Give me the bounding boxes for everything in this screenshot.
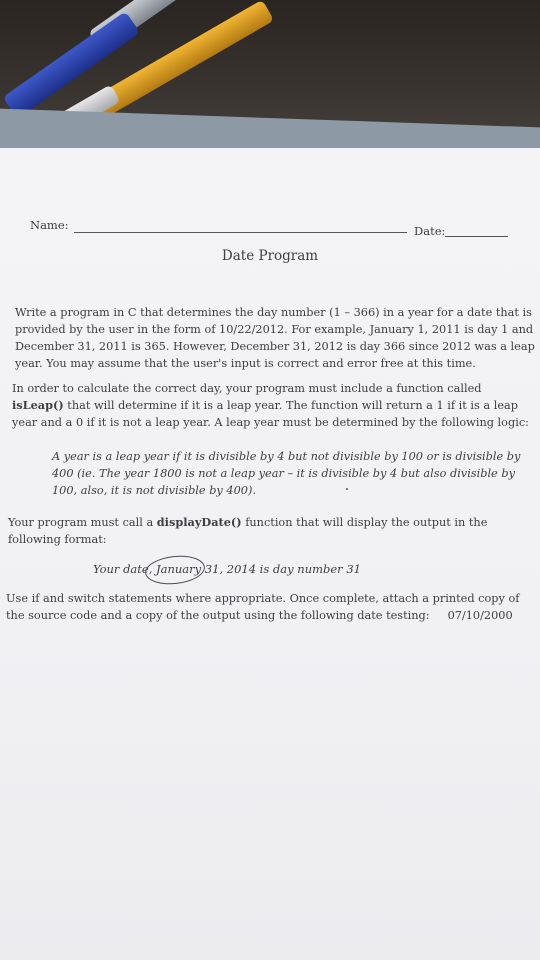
displaydate-function-name: displayDate() xyxy=(156,515,242,529)
paragraph-displaydate xyxy=(8,514,528,548)
name-line xyxy=(74,232,407,233)
displaydate-text-before: Your program must call a xyxy=(8,516,157,529)
isleap-function-name: isLeap() xyxy=(12,398,64,412)
document-title: Date Program xyxy=(221,248,319,264)
isleap-text-before: In order to calculate the correct day, your program must include a function called xyxy=(12,382,482,395)
pen-mark xyxy=(346,488,348,490)
date-label: Date: xyxy=(414,224,446,238)
submission-text: Use if and switch statements where appropriate. Once complete, attach a printed copy of the source code and a copy of the output using the following date testing: xyxy=(6,592,520,622)
test-date: 07/10/2000 xyxy=(447,609,513,622)
assignment-paper xyxy=(0,148,540,960)
leap-year-logic: A year is a leap year if it is divisible by 4 but not divisible by 100 or is divisible by 400 (ie. The year 1800 is not a leap year – it is divisible by 4 but also divisible by 100, also, it is not divisible by 400). xyxy=(52,450,521,497)
isleap-text-after: that will determine if it is a leap year. The function will return a 1 if it is a leap year and a 0 if it is not a leap year. A leap year must be determined by the following logic: xyxy=(12,399,529,429)
paragraph-intro: Write a program in C that determines the day number (1 – 366) in a year for a date that is provided by the user in the form of 10/22/2012. For example, January 1, 2011 is day 1 and December 31, 2011 is 365. However, December 31, 2012 is day 366 since 2012 was a leap year. You may assume that the user's input is correct and error free at this time. xyxy=(15,306,535,370)
output-example: Your date, January 31, 2014 is day number 31 xyxy=(93,562,361,576)
name-label: Name: xyxy=(30,218,69,232)
paragraph-submission xyxy=(6,590,540,624)
paragraph-isleap xyxy=(12,380,534,431)
handwritten-circle xyxy=(144,553,207,587)
displaydate-text-after: function that will display the output in the following format: xyxy=(8,516,488,546)
date-line xyxy=(445,236,508,237)
